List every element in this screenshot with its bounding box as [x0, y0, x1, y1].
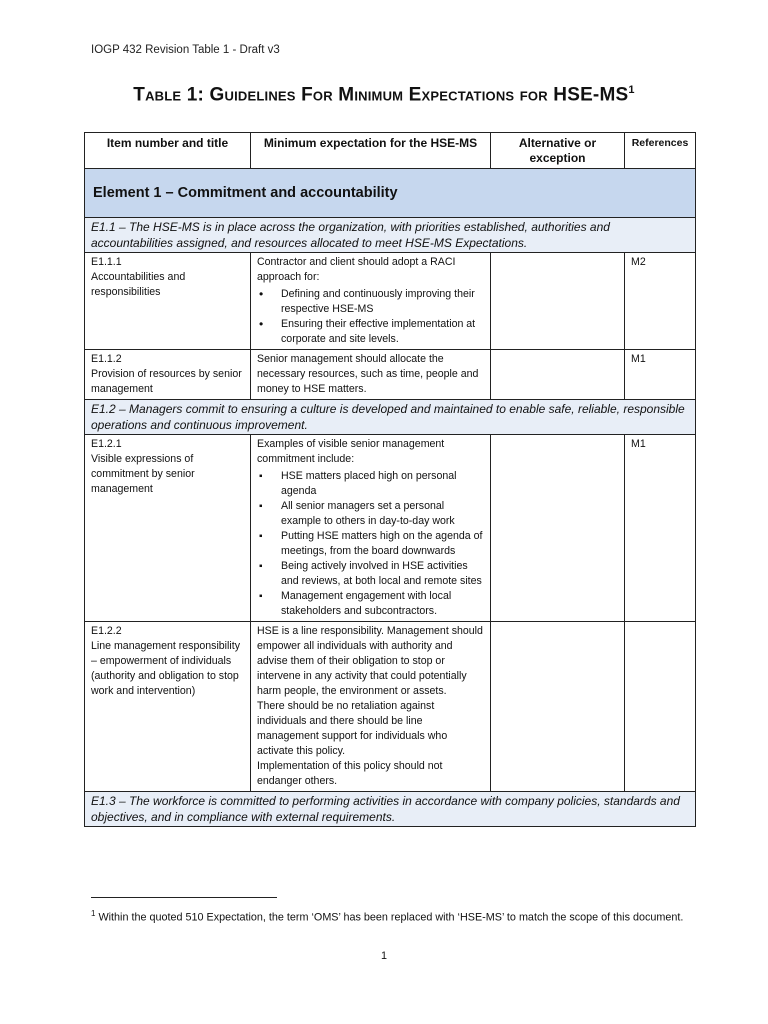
reference-cell: M1: [625, 350, 696, 400]
expectation-cell: [251, 350, 491, 400]
footnote-divider: [91, 897, 277, 898]
element-heading: Element 1 – Commitment and accountability: [85, 169, 696, 218]
alternative-cell: [491, 253, 625, 350]
expectations-table: [84, 132, 696, 827]
column-header-alternative: Alternative or exception: [491, 133, 625, 169]
list-item: ▪ All senior managers set a personal example to others in day-to-day work: [257, 499, 484, 529]
column-header-references: References: [625, 133, 696, 169]
reference-cell: [625, 622, 696, 792]
section-heading-e1-2: E1.2 – Managers commit to ensuring a culture is developed and maintained to enable safe, reliable, responsible operations and continuous improvement.: [85, 400, 696, 435]
element-heading-row: [85, 169, 696, 218]
table-header-row: [85, 133, 696, 169]
item-id: E1.2.1: [91, 438, 122, 450]
list-item: • Ensuring their effective implementation at corporate and site levels.: [257, 317, 484, 347]
alternative-cell: [491, 435, 625, 622]
table-row: [85, 350, 696, 400]
list-item: ▪ HSE matters placed high on personal agenda: [257, 469, 484, 499]
item-title: Visible expressions of commitment by senior management: [91, 453, 195, 495]
running-header: IOGP 432 Revision Table 1 - Draft v3: [91, 44, 280, 56]
item-cell: [85, 622, 251, 792]
alternative-cell: [491, 350, 625, 400]
expectation-intro: Contractor and client should adopt a RACI approach for:: [257, 256, 456, 283]
section-heading-row: [85, 792, 696, 827]
item-title: Provision of resources by senior management: [91, 368, 242, 395]
table-row: [85, 622, 696, 792]
section-heading-e1-1: E1.1 – The HSE-MS is in place across the organization, with priorities established, authorities and accountabilities assigned, and resources allocated to meet HSE-MS Expectations.: [85, 218, 696, 253]
page-title-text: Table 1: Guidelines For Minimum Expectations for HSE-MS: [133, 84, 629, 106]
reference-cell: M1: [625, 435, 696, 622]
item-id: E1.2.2: [91, 625, 122, 637]
alternative-cell: [491, 622, 625, 792]
expectation-paragraph: There should be no retaliation against individuals and there should be line management support for individuals who activate this policy.: [257, 700, 448, 757]
item-cell: [85, 253, 251, 350]
bullet-list: [257, 469, 484, 619]
expectation-paragraph: Implementation of this policy should not endanger others.: [257, 760, 443, 787]
item-cell: [85, 350, 251, 400]
list-item: ▪ Management engagement with local stakeholders and subcontractors.: [257, 589, 484, 619]
page-title: [0, 84, 768, 106]
list-item: • Defining and continuously improving their respective HSE-MS: [257, 287, 484, 317]
item-id: E1.1.2: [91, 353, 122, 365]
bullet-list: [257, 287, 484, 347]
expectation-intro: Examples of visible senior management commitment include:: [257, 438, 445, 465]
table-row: [85, 435, 696, 622]
column-header-expectation: Minimum expectation for the HSE-MS: [251, 133, 491, 169]
item-cell: [85, 435, 251, 622]
page-number: 1: [380, 950, 387, 962]
list-item: ▪ Putting HSE matters high on the agenda of meetings, from the board downwards: [257, 529, 484, 559]
reference-cell: M2: [625, 253, 696, 350]
column-header-item: Item number and title: [85, 133, 251, 169]
item-title: Accountabilities and responsibilities: [91, 271, 186, 298]
list-item: ▪ Being actively involved in HSE activities and reviews, at both local and remote sites: [257, 559, 484, 589]
expectation-cell: [251, 435, 491, 622]
section-heading-row: [85, 400, 696, 435]
footnote-mark: 1: [91, 909, 96, 918]
expectation-intro: Senior management should allocate the necessary resources, such as time, people and money to HSE matters.: [257, 353, 479, 395]
section-heading-row: [85, 218, 696, 253]
expectation-cell: [251, 253, 491, 350]
expectation-cell: [251, 622, 491, 792]
footnote-text: Within the quoted 510 Expectation, the term ‘OMS’ has been replaced with ‘HSE-MS’ to match the scope of this document.: [95, 911, 684, 924]
table-row: [85, 253, 696, 350]
expectation-paragraph: HSE is a line responsibility. Management should empower all individuals with authority and advise them of their obligation to stop or intervene in any activity that could potentially harm people, the environment or assets.: [257, 625, 483, 697]
title-footnote-mark: 1: [628, 84, 635, 96]
section-heading-e1-3: E1.3 – The workforce is committed to performing activities in accordance with company policies, standards and objectives, and in compliance with external requirements.: [85, 792, 696, 827]
item-id: E1.1.1: [91, 256, 122, 268]
item-title: Line management responsibility – empowerment of individuals (authority and obligation to stop work and intervention): [91, 640, 240, 697]
footnote: [91, 906, 691, 926]
